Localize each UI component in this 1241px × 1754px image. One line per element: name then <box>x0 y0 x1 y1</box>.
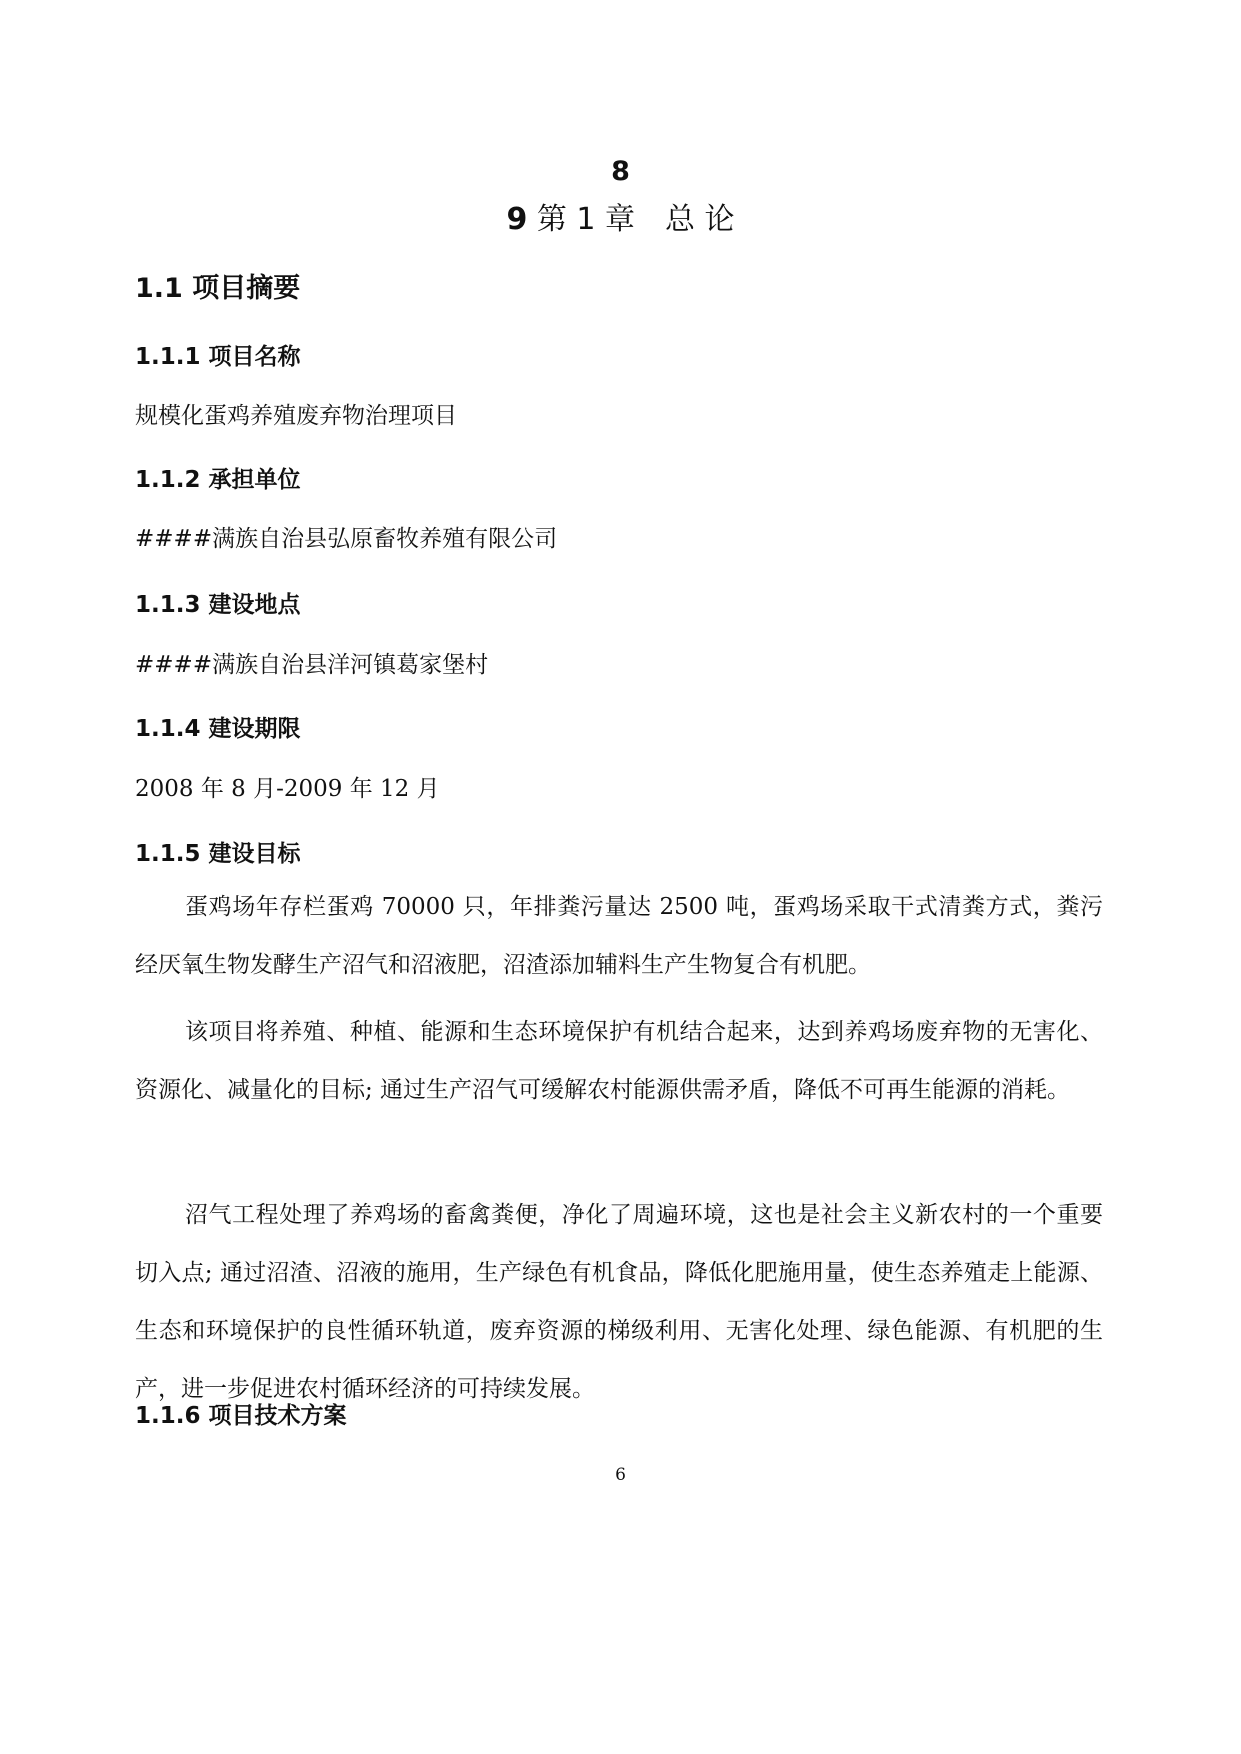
goal-paragraph-3: 沼气工程处理了养鸡场的畜禽粪便，净化了周遍环境，这也是社会主义新农村的一个重要切入点; 通过沼渣、沼液的施用，生产绿色有机食品，降低化肥施用量，使生态养殖走上能源、生态和环境保护的良性循环轨道，废弃资源的梯级利用、无害化处理、绿色能源、有机肥的生产，进一步促进农村循环经济的可持续发展。 <box>135 1202 1103 1402</box>
project-name-text: 规模化蛋鸡养殖废弃物治理项目 <box>135 403 457 429</box>
subsection-heading-1-1-3: 1.1.3 建设地点 <box>135 592 301 618</box>
subsection-heading-1-1-5: 1.1.5 建设目标 <box>135 841 301 867</box>
page-number: 6 <box>615 1465 626 1485</box>
subsection-heading-1-1-2: 1.1.2 承担单位 <box>135 467 301 493</box>
chapter-number: 9 <box>506 202 528 237</box>
construction-site-text: ####满族自治县洋河镇葛家堡村 <box>135 652 489 678</box>
construction-period-text: 2008 年 8 月-2009 年 12 月 <box>135 776 440 802</box>
undertaking-unit-text: ####满族自治县弘原畜牧养殖有限公司 <box>135 526 558 552</box>
subsection-heading-1-1-6: 1.1.6 项目技术方案 <box>135 1403 347 1429</box>
section-heading-1-1: 1.1 项目摘要 <box>135 273 301 304</box>
chapter-title <box>0 194 1241 238</box>
goal-paragraph-2: 该项目将养殖、种植、能源和生态环境保护有机结合起来，达到养鸡场废弃物的无害化、资源化、减量化的目标; 通过生产沼气可缓解农村能源供需矛盾，降低不可再生能源的消耗。 <box>135 1019 1103 1103</box>
subsection-heading-1-1-4: 1.1.4 建设期限 <box>135 716 301 742</box>
goal-paragraph-1: 蛋鸡场年存栏蛋鸡 70000 只，年排粪污量达 2500 吨，蛋鸡场采取干式清粪方式，粪污经厌氧生物发酵生产沼气和沼液肥，沼渣添加辅料生产生物复合有机肥。 <box>135 894 1103 978</box>
heading-number: 8 <box>611 156 630 187</box>
chapter-name: 第 1 章 总 论 <box>536 202 735 237</box>
subsection-heading-1-1-1: 1.1.1 项目名称 <box>135 344 301 370</box>
